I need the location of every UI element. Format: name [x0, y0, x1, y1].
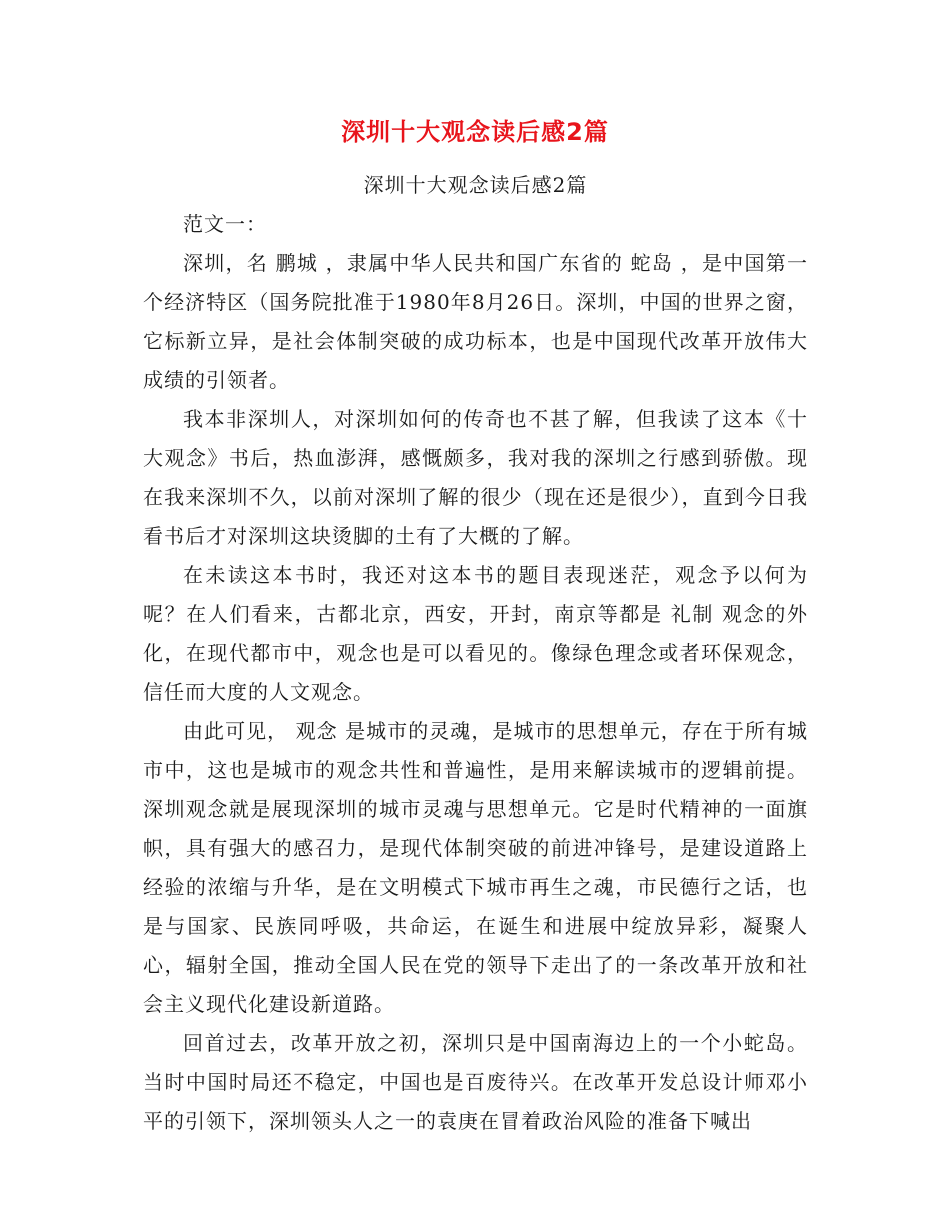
document-subtitle: 深圳十大观念读后感2篇	[363, 173, 588, 197]
paragraph-history: 回首过去，改革开放之初，深圳只是中国南海边上的一个小蛇岛。当时中国时局还不稳定，中国也是百废待兴。在改革开发总设计师邓小平的引领下，深圳领头人之一的袁庚在冒着政治风险的准备下喊出	[143, 1031, 808, 1133]
paragraph-concept: 在未读这本书时，我还对这本书的题目表现迷茫，观念予以何为呢？在人们看来，古都北京，西安，开封，南京等都是 礼制 观念的外化，在现代都市中，观念也是可以看见的。像绿色理念或者环保观念，信任而大度的人文观念。	[143, 563, 808, 704]
paragraph-reading: 我本非深圳人，对深圳如何的传奇也不甚了解，但我读了这本《十大观念》书后，热血澎湃，感慨颇多，我对我的深圳之行感到骄傲。现在我来深圳不久，以前对深圳了解的很少（现在还是很少），直到今日我看书后才对深圳这块烫脚的土有了大概的了解。	[143, 407, 808, 548]
paragraph-soul: 由此可见， 观念 是城市的灵魂，是城市的思想单元，存在于所有城市中，这也是城市的观念共性和普遍性，是用来解读城市的逻辑前提。深圳观念就是展现深圳的城市灵魂与思想单元。它是时代精神的一面旗帜，具有强大的感召力，是现代体制突破的前进冲锋号，是建设道路上经验的浓缩与升华，是在文明模式下城市再生之魂，市民德行之话，也是与国家、民族同呼吸，共命运，在诞生和进展中绽放异彩，凝聚人心，辐射全国，推动全国人民在党的领导下走出了的一条改革开放和社会主义现代化建设新道路。	[143, 719, 808, 1016]
document-title: 深圳十大观念读后感2篇	[341, 118, 609, 146]
paragraph-intro: 深圳，名 鹏城 ，隶属中华人民共和国广东省的 蛇岛 ，是中国第一个经济特区（国务院批准于1980年8月26日。深圳，中国的世界之窗，它标新立异，是社会体制突破的成功标本，也是中国现代改革开放伟大成绩的引领者。	[143, 251, 808, 392]
document-body	[143, 166, 808, 1141]
paragraph-label: 范文一：	[183, 212, 267, 236]
